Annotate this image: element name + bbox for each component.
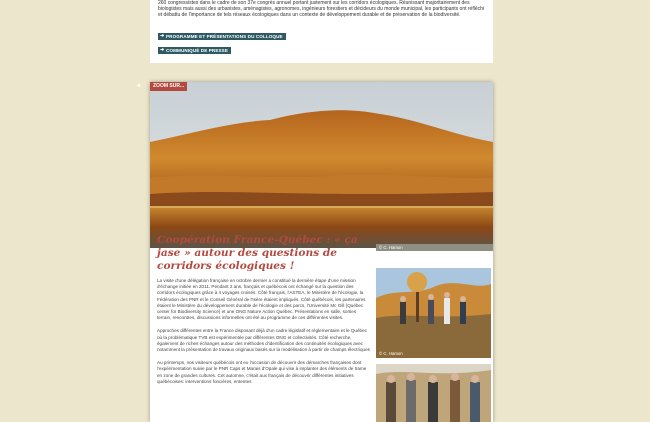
hero-photo-credit: © C. Hamon bbox=[376, 244, 493, 251]
article-title: Coopération France-Québec : « ça jase » autour des questions de corridors écologiques ! bbox=[157, 234, 358, 272]
star-icon: ✦ bbox=[136, 83, 142, 90]
press-release-link-label: COMMUNIQUÉ DE PRESSE bbox=[166, 48, 228, 53]
hero-image-autumn-lake bbox=[150, 82, 493, 248]
previous-article-paragraph: 260 congressistes dans le cadre de son 37e congrès annuel portant justement sur les corridors écologiques. Réunissant majoritairement des biologistes mais aussi des urbanistes, aménagistes, agronomes, ingénieurs forestiers et décideurs du monde municipal, les participants ont réfléchi et débattu de l'importance de tels réseaux écologiques dans un contexte de développement durable et de préservation de la biodiversité. bbox=[158, 0, 485, 19]
field-visit-illustration bbox=[376, 268, 491, 358]
previous-article-card bbox=[150, 0, 493, 63]
article-paragraph: La visite d'une délégation française en octobre dernier a constitué la dernière étape d'une mission d'échange initiée en 2011. Pendant 2 ans, français et québécois ont échangé sur la question des corridors écologiques grâce à 4 voyages croisés. Côté français, l'ASTEA, le Ministère de l'écologie, la Fédération des PNR et le Conseil Général de l'Isère étaient impliqués. Côté québécois, les partenaires étaient le Ministère du développement durable de l'écologie et des parcs, l'Université Mc Gill (Québec center for Biodiversity Science) et une ONG Nature Action Québec. Présentations en salle, sorties terrain, rencontres, discussions informelles ont été au programme de ces différentes visites. bbox=[157, 278, 366, 321]
hero-landscape-illustration bbox=[150, 82, 493, 248]
photo-group bbox=[376, 364, 491, 422]
article-paragraph: Au printemps, nos visiteurs québécois ont eu l'occasion de découvrir des démarches françaises dont l'expérimentation suivie par le PNR Caps et Marais d'Opale qui vise à implanter des éléments de trame en zone de grandes cultures. Cet automne, c'était aux français de découvrir différentes initiatives québécoises: interventions foncières, ententes bbox=[157, 360, 367, 384]
program-link-label: PROGRAMME ET PRÉSENTATIONS DU COLLOQUE bbox=[166, 34, 283, 39]
article-paragraph: Approches différentes entre la France disposant déjà d'un cadre législatif et réglementaire et le Québec où la problématique TVB est expérimentée par différentes ONG et collectivités. Côté recherche, également de riches échanges autour des méthodes d'identification des continuités écologiques avec notamment la présentation de travaux originaux basés sur la modélisation à partir de champs électriques bbox=[157, 328, 370, 353]
article-body bbox=[157, 278, 371, 392]
zoom-badge: ZOOM SUR... bbox=[150, 82, 187, 91]
photo-credit: © C. Hamon bbox=[379, 351, 403, 356]
arrow-right-icon: ➜ bbox=[160, 47, 165, 53]
previous-article-text bbox=[158, 0, 488, 19]
press-release-link-button[interactable] bbox=[158, 47, 231, 54]
group-photo-illustration bbox=[376, 364, 491, 422]
program-link-button[interactable] bbox=[158, 33, 286, 40]
arrow-right-icon: ➜ bbox=[160, 33, 165, 39]
zoom-article-card bbox=[150, 82, 493, 422]
photo-field-visit bbox=[376, 268, 491, 358]
